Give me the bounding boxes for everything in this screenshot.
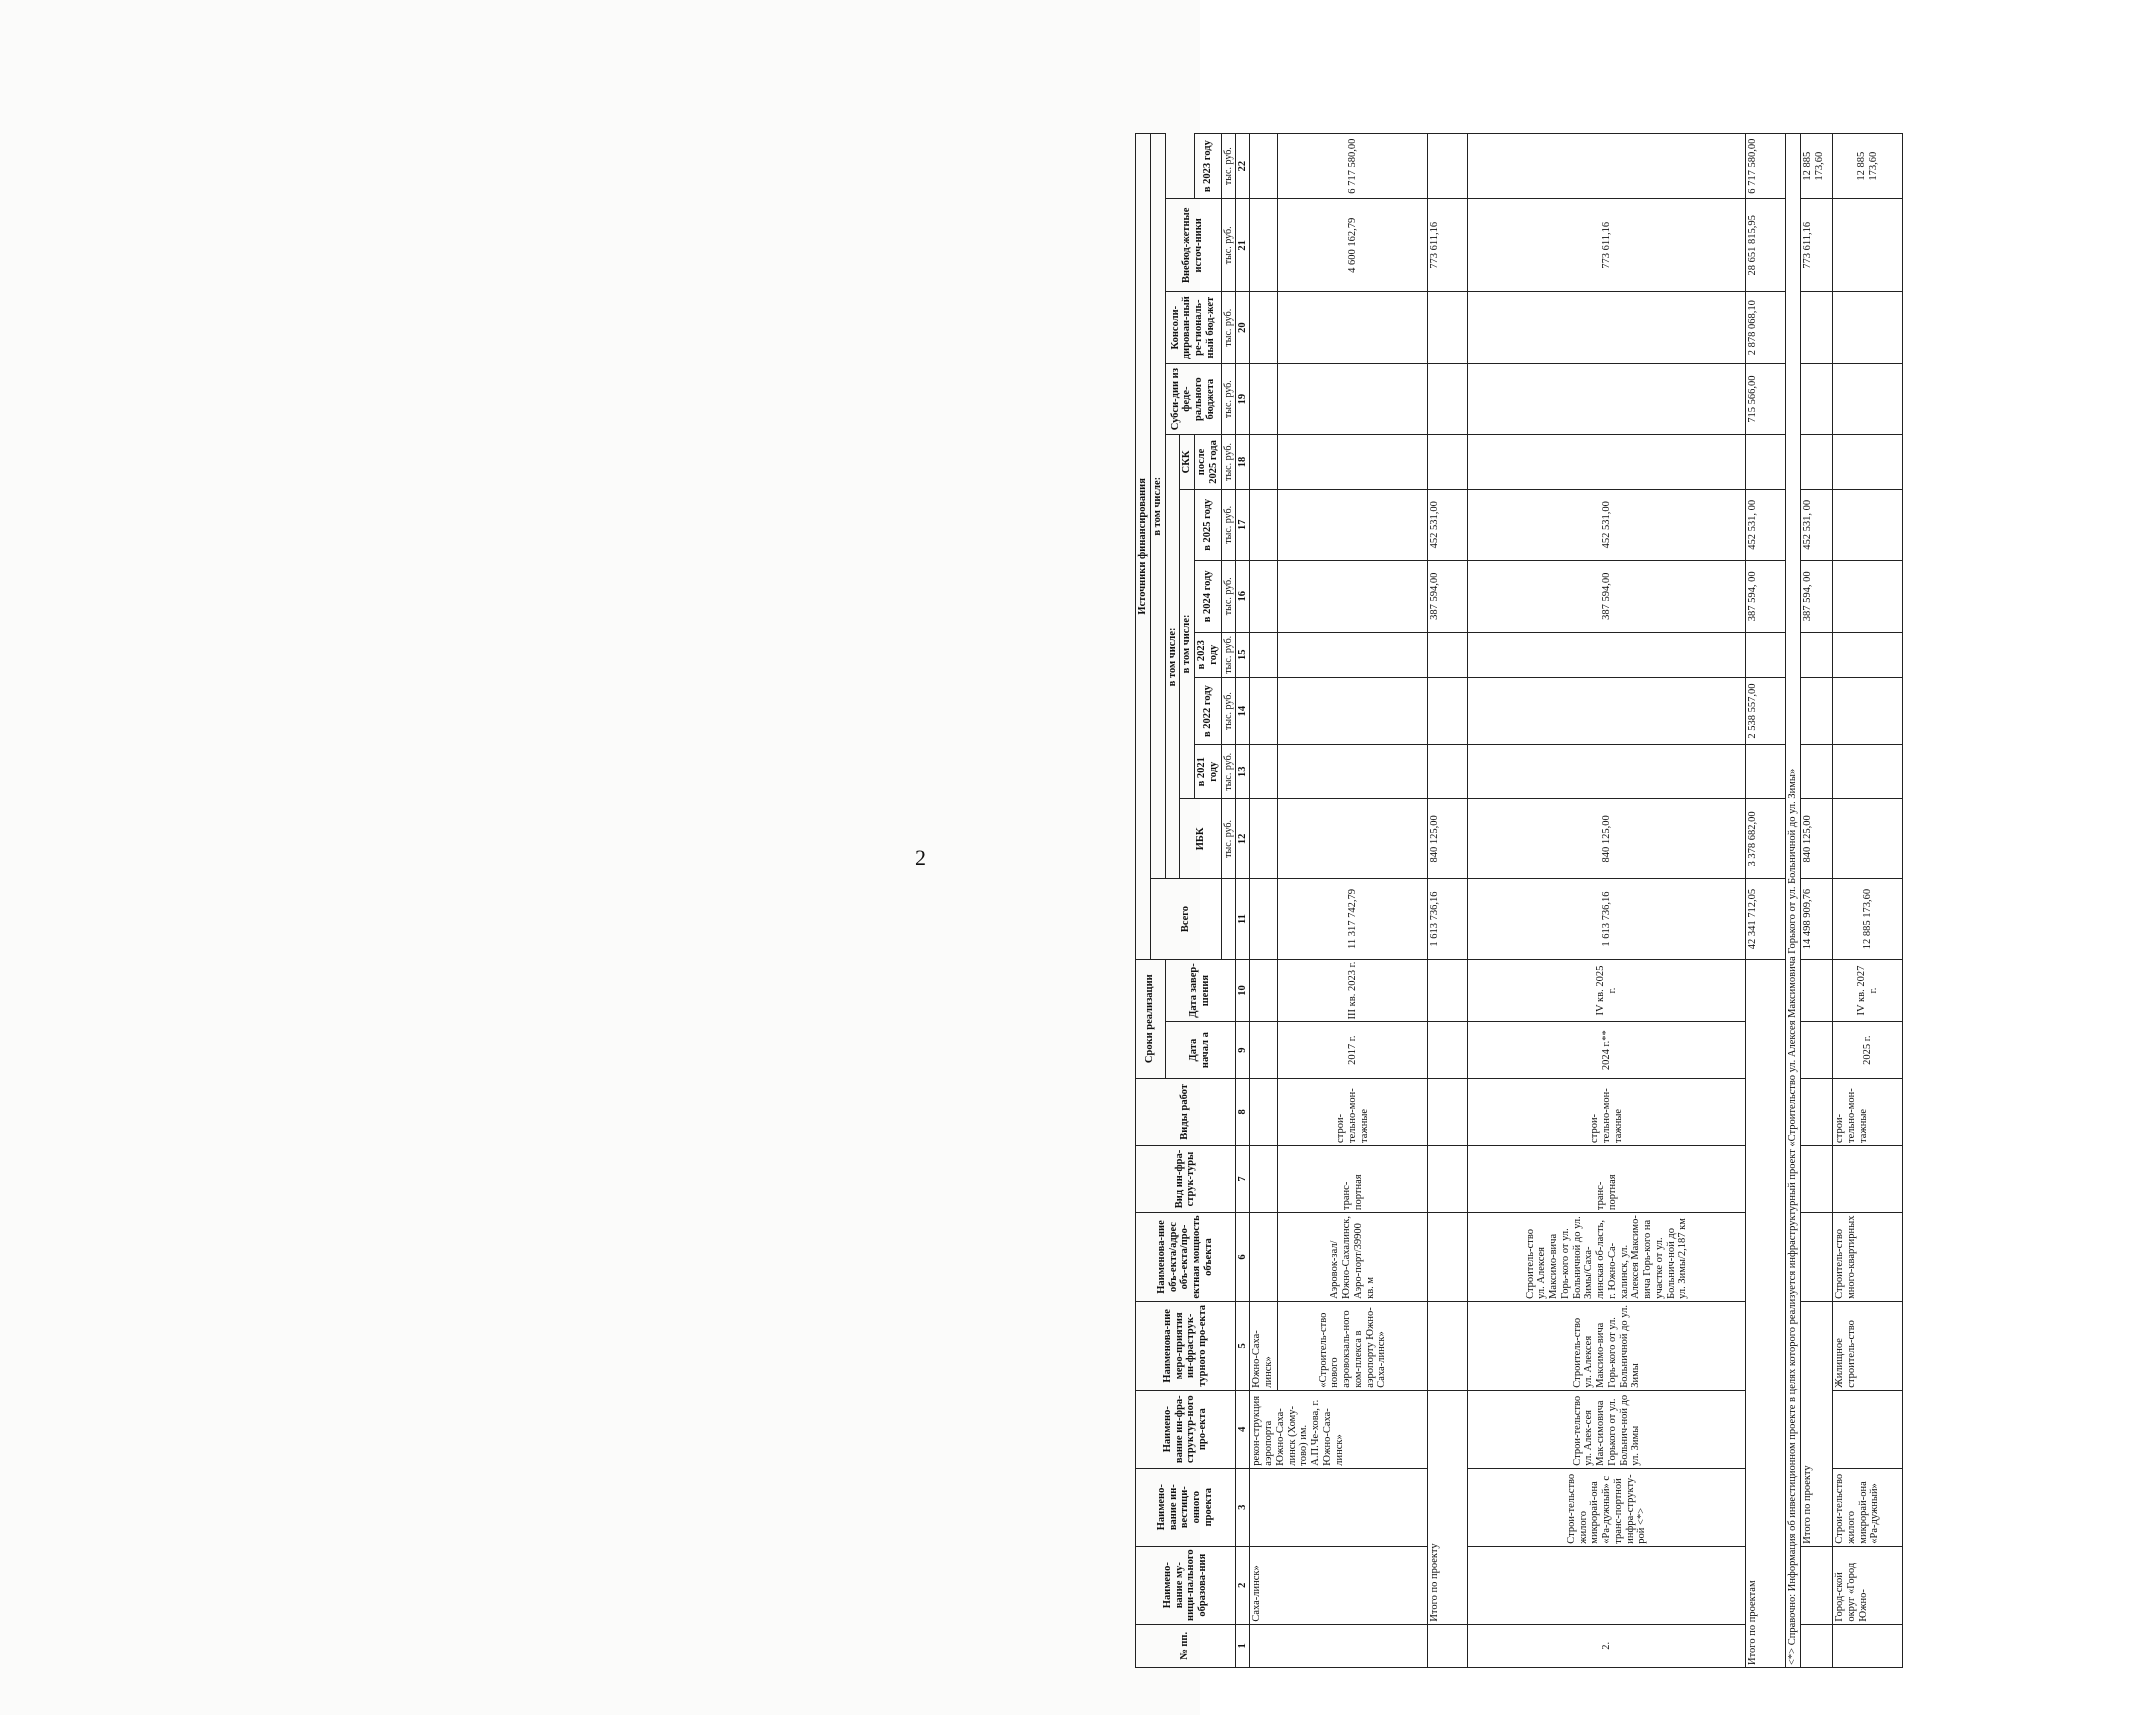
row-b-infra-project: Строи-тельство ул. Алек-сея Мак-симовича Горького от ул. Больнич-ной до ул. Зимы xyxy=(1468,1390,1746,1468)
row-b-regional: 773 611,16 xyxy=(1468,199,1746,292)
unit-after2025: тыс. руб. xyxy=(1221,435,1235,489)
colnum-3: 3 xyxy=(1235,1468,1250,1546)
colnum-21: 21 xyxy=(1235,199,1250,292)
row-b-work-type: строи-тельно-мон-тажные xyxy=(1468,1078,1746,1145)
ref-row-work-type: строи-тельно-мон-тажные xyxy=(1833,1078,1903,1145)
ref-row-end: IV кв. 2027 г. xyxy=(1833,959,1903,1022)
reference-total-row xyxy=(1801,134,1833,1668)
hdr-offbudget: Внебюд-жетные источ-ники xyxy=(1165,199,1221,292)
hdr-work-type: Виды работ xyxy=(1136,1078,1236,1145)
unit-subsidy: тыс. руб. xyxy=(1221,292,1235,363)
colnum-1: 1 xyxy=(1235,1624,1250,1667)
hdr-total: Всего xyxy=(1150,879,1221,959)
hdr-y2025: в 2025 году xyxy=(1195,489,1222,560)
colnum-5: 5 xyxy=(1235,1301,1250,1390)
row-a-total: 11 317 742,79 xyxy=(1278,879,1428,959)
hdr-sources: Источники финансирования xyxy=(1136,134,1151,960)
colnum-6: 6 xyxy=(1235,1213,1250,1302)
colnum-19: 19 xyxy=(1235,363,1250,434)
colnum-2: 2 xyxy=(1235,1546,1250,1624)
subtotal-1-y2025: 452 531,00 xyxy=(1428,489,1468,560)
row-b-num: 2. xyxy=(1468,1624,1746,1667)
page-number: 2 xyxy=(915,845,926,870)
hdr-skk2023: в 2023 году xyxy=(1195,134,1222,199)
row-b-end: IV кв. 2025 г. xyxy=(1468,959,1746,1022)
colnum-12: 12 xyxy=(1235,799,1250,879)
ref-row-start: 2025 г. xyxy=(1833,1022,1903,1078)
ref-total-ibk: 840 125,00 xyxy=(1801,799,1833,879)
total-projects-label: Итого по проектам xyxy=(1746,959,1786,1667)
row-a-regional: 4 600 162,79 xyxy=(1278,199,1428,292)
hdr-infra-project: Наимено-вание ин-фра-структур-ного про-екта xyxy=(1136,1390,1236,1468)
unit-ibk: тыс. руб. xyxy=(1221,799,1235,879)
ref-row-inv-project: Строи-тельство жилого микрорай-она «Ра-дужный» xyxy=(1833,1468,1903,1546)
total-projects-regional: 28 651 815,95 xyxy=(1746,199,1786,292)
ref-row-object: Строитель-ство много-квартирных xyxy=(1833,1213,1903,1302)
row-b-y2024: 387 594,00 xyxy=(1468,561,1746,632)
total-projects-skk2023: 715 566,00 xyxy=(1746,363,1786,434)
colnum-11: 11 xyxy=(1235,879,1250,959)
row-a-infra-type: транс-портная xyxy=(1278,1145,1428,1212)
colnum-10: 10 xyxy=(1235,959,1250,1022)
row-b-infra-event: Строитель-ство ул. Алексея Максимо-вича Горь-кого от ул. Больничной до ул. Зимы xyxy=(1468,1301,1746,1390)
row-a-infra-project: рекон-струкция аэропорта Южно-Саха-линск (Хому-тово) им. А.П.Че-хова, г. Южно-Саха-линск» xyxy=(1250,1390,1428,1468)
hdr-infra-type: Вид ин-фра-струк-туры xyxy=(1136,1145,1236,1212)
hdr-start: Дата начал а xyxy=(1165,1022,1235,1078)
unit-offbudget: тыс. руб. xyxy=(1221,134,1235,199)
row-b-inv-project: Строи-тельство жилого микрорай-она «Ра-дужный» с транс-портной инфра-структу-рой <*> xyxy=(1468,1468,1746,1546)
unit-skk2023: тыс. руб. xyxy=(1221,363,1235,434)
hdr-inv-project: Наимено-вание ин-вестици-онного проекта xyxy=(1136,1468,1236,1546)
total-projects-y2024: 387 594, 00 xyxy=(1746,561,1786,632)
ref-row-offbudget: 12 885 173,60 xyxy=(1833,134,1903,199)
table-row xyxy=(1833,134,1903,1668)
ref-row-total: 12 885 173,60 xyxy=(1833,879,1903,959)
hdr-including: в том числе: xyxy=(1150,134,1165,879)
hdr-including-2: в том числе: xyxy=(1165,435,1180,879)
unit-y2021: тыс. руб. xyxy=(1221,745,1235,799)
colnum-22: 22 xyxy=(1235,134,1250,199)
hdr-y2023: в 2023 году xyxy=(1195,632,1222,677)
ref-row-infra-event: Жилищное строитель-ство xyxy=(1833,1301,1903,1390)
row-a-infra-event: «Строитель-ство нового аэровокзаль-ного ком-плекса в аэропорту Южно-Саха-линск» xyxy=(1278,1301,1428,1390)
total-projects-subsidy: 2 878 068,10 xyxy=(1746,292,1786,363)
table-row xyxy=(1250,134,1278,1668)
unit-y2023: тыс. руб. xyxy=(1221,632,1235,677)
subtotal-1-total: 1 613 736,16 xyxy=(1428,879,1468,959)
row-a-infra-event-top: Южно-Саха-линск» xyxy=(1250,1301,1278,1390)
unit-y2025: тыс. руб. xyxy=(1221,489,1235,560)
ref-total-regional: 773 611,16 xyxy=(1801,199,1833,292)
row-a-municipality: Саха-линск» xyxy=(1250,1546,1428,1624)
hdr-terms: Сроки реализации xyxy=(1136,959,1166,1078)
unit-y2024: тыс. руб. xyxy=(1221,561,1235,632)
row-a-start: 2017 г. xyxy=(1278,1022,1428,1078)
hdr-regional: Консоли-дирован-ный ре-гиональ-ный бюд-жет xyxy=(1165,292,1221,363)
colnum-15: 15 xyxy=(1235,632,1250,677)
colnum-20: 20 xyxy=(1235,292,1250,363)
total-projects-total: 42 341 712,05 xyxy=(1746,879,1786,959)
hdr-object: Наименова-ние объ-екта/адрес объ-екта/про-ектная мощность объекта xyxy=(1136,1213,1236,1302)
colnum-13: 13 xyxy=(1235,745,1250,799)
hdr-ibk: ИБК xyxy=(1180,799,1221,879)
row-a-work-type: строи-тельно-мон-тажные xyxy=(1278,1078,1428,1145)
row-b-object: Строитель-ство ул. Алексея Максимо-вича Горь-кого от ул. Больничной до ул. Зимы/Саха-линская об-ласть, г. Южно-Са-халинск, ул. Алексея Максимо-вича Горь-кого на участке от ул. Больнич-ной до ул. Зимы/2,187 км xyxy=(1468,1213,1746,1302)
reference-note-row xyxy=(1786,134,1801,1668)
colnum-16: 16 xyxy=(1235,561,1250,632)
table-row xyxy=(1468,134,1746,1668)
hdr-y2024: в 2024 году xyxy=(1195,561,1222,632)
hdr-y2022: в 2022 году xyxy=(1195,678,1222,745)
subtotal-1-regional: 773 611,16 xyxy=(1428,199,1468,292)
subtotal-1-label: Итого по проекту xyxy=(1428,1390,1468,1624)
row-b-total: 1 613 736,16 xyxy=(1468,879,1746,959)
hdr-num: № пп. xyxy=(1136,1624,1236,1667)
hdr-including-3: в том числе: xyxy=(1180,489,1195,799)
rotated-table-page xyxy=(1135,108,2135,1668)
row-b-ibk: 840 125,00 xyxy=(1468,799,1746,879)
ref-total-offbudget: 12 885 173,60 xyxy=(1801,134,1833,199)
hdr-infra-event: Наименова-ние меро-приятия ин-фраструк-турного про-екта xyxy=(1136,1301,1236,1390)
hdr-subsidy: Субси-дии из феде-рального бюджета xyxy=(1165,363,1221,434)
row-b-y2025: 452 531,00 xyxy=(1468,489,1746,560)
hdr-y2021: в 2021 году xyxy=(1195,745,1222,799)
total-projects-ibk: 3 378 682,00 xyxy=(1746,799,1786,879)
ref-total-y2025: 452 531, 00 xyxy=(1801,489,1833,560)
colnum-17: 17 xyxy=(1235,489,1250,560)
ref-total-label: Итого по проекту xyxy=(1801,1301,1833,1546)
total-projects-y2022: 2 538 557,00 xyxy=(1746,678,1786,745)
hdr-skk: СКК xyxy=(1180,435,1195,489)
column-number-row xyxy=(1235,134,1250,1668)
row-b-infra-type: транс-портная xyxy=(1468,1145,1746,1212)
colnum-14: 14 xyxy=(1235,678,1250,745)
reference-note: <*> Справочно: Информация об инвестиционном проекте в целях которого реализуется инфраструктурный проект «Строительство ул. Алексея Максимовича Горького от ул. Больничной до ул. Зимы» xyxy=(1786,134,1801,1668)
colnum-9: 9 xyxy=(1235,1022,1250,1078)
row-a-object: Аэровок-зал/Южно-Сахалинск, Аэро-порт/39900 кв. м xyxy=(1278,1213,1428,1302)
row-a-end: III кв. 2023 г. xyxy=(1278,959,1428,1022)
total-projects-y2025: 452 531, 00 xyxy=(1746,489,1786,560)
hdr-after2025: после 2025 года xyxy=(1195,435,1222,489)
financing-table xyxy=(1135,133,1903,1668)
subtotal-row xyxy=(1428,134,1468,1668)
hdr-end: Дата завер-шения xyxy=(1165,959,1235,1022)
row-b-start: 2024 г.** xyxy=(1468,1022,1746,1078)
unit-y2022: тыс. руб. xyxy=(1221,678,1235,745)
ref-total-y2024: 387 594, 00 xyxy=(1801,561,1833,632)
ref-total-total: 14 498 909,76 xyxy=(1801,879,1833,959)
header-row-1 xyxy=(1136,134,1151,1668)
colnum-18: 18 xyxy=(1235,435,1250,489)
hdr-municipality: Наимено-вание му-ници-пального образова-ния xyxy=(1136,1546,1236,1624)
ref-row-municipality: Город-ской округ «Город Южно- xyxy=(1833,1546,1903,1624)
colnum-4: 4 xyxy=(1235,1390,1250,1468)
colnum-7: 7 xyxy=(1235,1145,1250,1212)
colnum-8: 8 xyxy=(1235,1078,1250,1145)
unit-regional: тыс. руб. xyxy=(1221,199,1235,292)
row-a-offbudget: 6 717 580,00 xyxy=(1278,134,1428,199)
subtotal-1-ibk: 840 125,00 xyxy=(1428,799,1468,879)
total-row xyxy=(1746,134,1786,1668)
total-projects-offbudget: 6 717 580,00 xyxy=(1746,134,1786,199)
unit-empty xyxy=(1221,879,1235,959)
subtotal-1-y2024: 387 594,00 xyxy=(1428,561,1468,632)
